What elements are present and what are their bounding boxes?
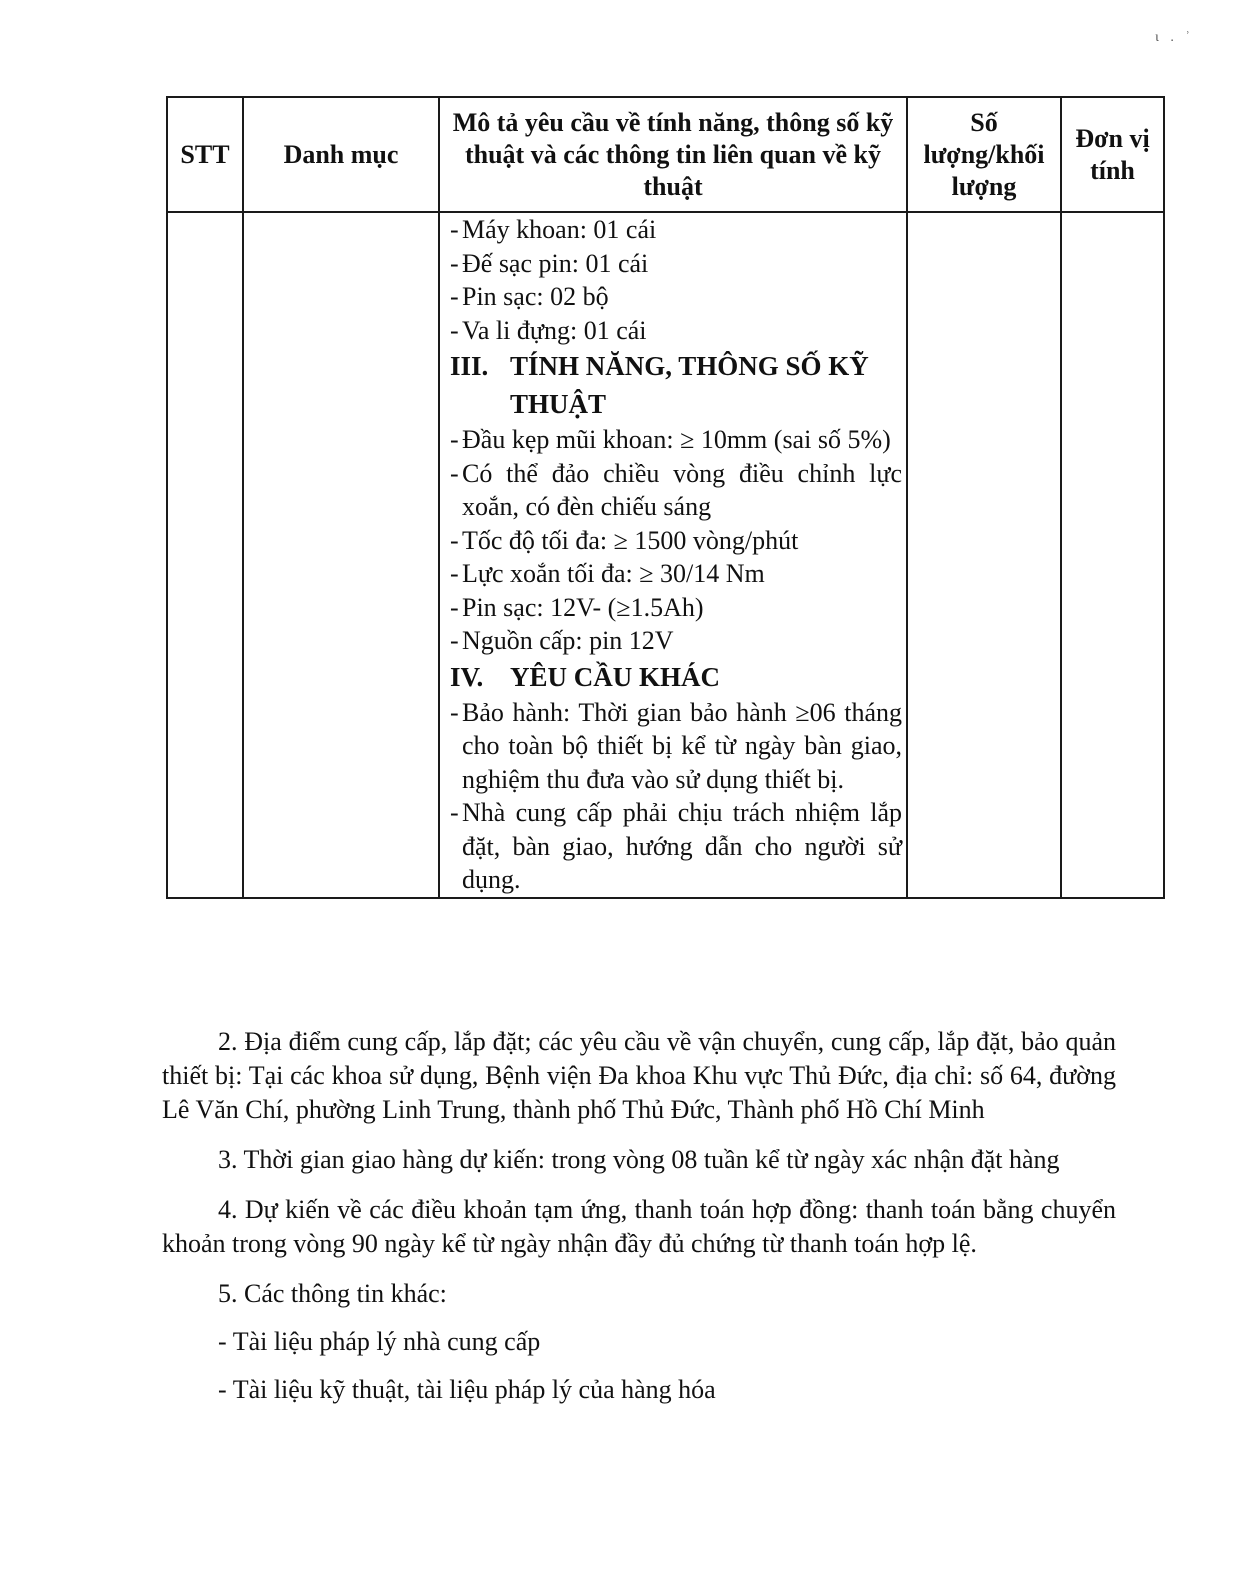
list-item: - Bảo hành: Thời gian bảo hành ≥06 tháng cho toàn bộ thiết bị kể từ ngày bàn giao, nghiệm thu đưa vào sử dụng thiết bị. [450,697,902,794]
section-heading-iv: IV. YÊU CẦU KHÁC [450,661,721,692]
cell-stt [167,212,243,898]
paragraph-other-info: 5. Các thông tin khác: [218,1279,447,1308]
corner-mark: ι . ʾ [1155,30,1194,45]
cell-don-vi [1061,212,1164,898]
list-item: - Pin sạc: 12V- (≥1.5Ah) [450,592,704,622]
list-item: - Pin sạc: 02 bộ [450,282,609,311]
header-danh-muc: Danh mục [243,97,439,212]
table-header-row [167,97,1164,212]
list-item: - Nguồn cấp: pin 12V [450,626,674,655]
paragraph-delivery-location: 2. Địa điểm cung cấp, lắp đặt; các yêu cầu về vận chuyển, cung cấp, lắp đặt, bảo quản thiết bị: Tại các khoa sử dụng, Bệnh viện Đa khoa Khu vực Thủ Đức, địa chỉ: số 64, đường Lê Văn Chí, phường Linh Trung, thành phố Thủ Đức, Thành phố Hồ Chí Minh [162,1027,1116,1124]
header-so-luong: Số lượng/khối lượng [907,97,1061,212]
list-item: - Lực xoắn tối đa: ≥ 30/14 Nm [450,559,765,588]
header-mo-ta: Mô tả yêu cầu về tính năng, thông số kỹ thuật và các thông tin liên quan về kỹ thuật [439,97,907,212]
bullet-supplier-legal-docs: - Tài liệu pháp lý nhà cung cấp [218,1327,541,1356]
list-item: - Đế sạc pin: 01 cái [450,248,649,278]
bullet-goods-technical-docs: - Tài liệu kỹ thuật, tài liệu pháp lý của hàng hóa [218,1375,716,1404]
list-item: - Nhà cung cấp phải chịu trách nhiệm lắp đặt, bàn giao, hướng dẫn cho người sử dụng. [450,798,902,894]
cell-so-luong [907,212,1061,898]
list-item: - Đầu kẹp mũi khoan: ≥ 10mm (sai số 5%) [450,425,891,454]
section-heading-iii: III. TÍNH NĂNG, THÔNG SỐ KỸ THUẬT [450,351,869,419]
body-paragraphs [162,1025,1116,1421]
cell-danh-muc [243,212,439,898]
table-row [167,212,1164,898]
header-don-vi: Đơn vị tính [1061,97,1164,212]
cell-description [439,212,907,898]
paragraph-delivery-time: 3. Thời gian giao hàng dự kiến: trong vòng 08 tuần kể từ ngày xác nhận đặt hàng [218,1145,1060,1174]
list-item: - Có thể đảo chiều vòng điều chỉnh lực xoắn, có đèn chiếu sáng [450,458,902,521]
list-item: - Máy khoan: 01 cái [450,215,657,244]
list-item: - Tốc độ tối đa: ≥ 1500 vòng/phút [450,525,799,555]
list-item: - Va li đựng: 01 cái [450,315,647,345]
paragraph-payment-terms: 4. Dự kiến về các điều khoản tạm ứng, thanh toán hợp đồng: thanh toán bằng chuyển khoản trong vòng 90 ngày kể từ ngày nhận đầy đủ chứng từ thanh toán hợp lệ. [162,1195,1116,1258]
spec-table [166,96,1165,899]
header-stt: STT [167,97,243,212]
